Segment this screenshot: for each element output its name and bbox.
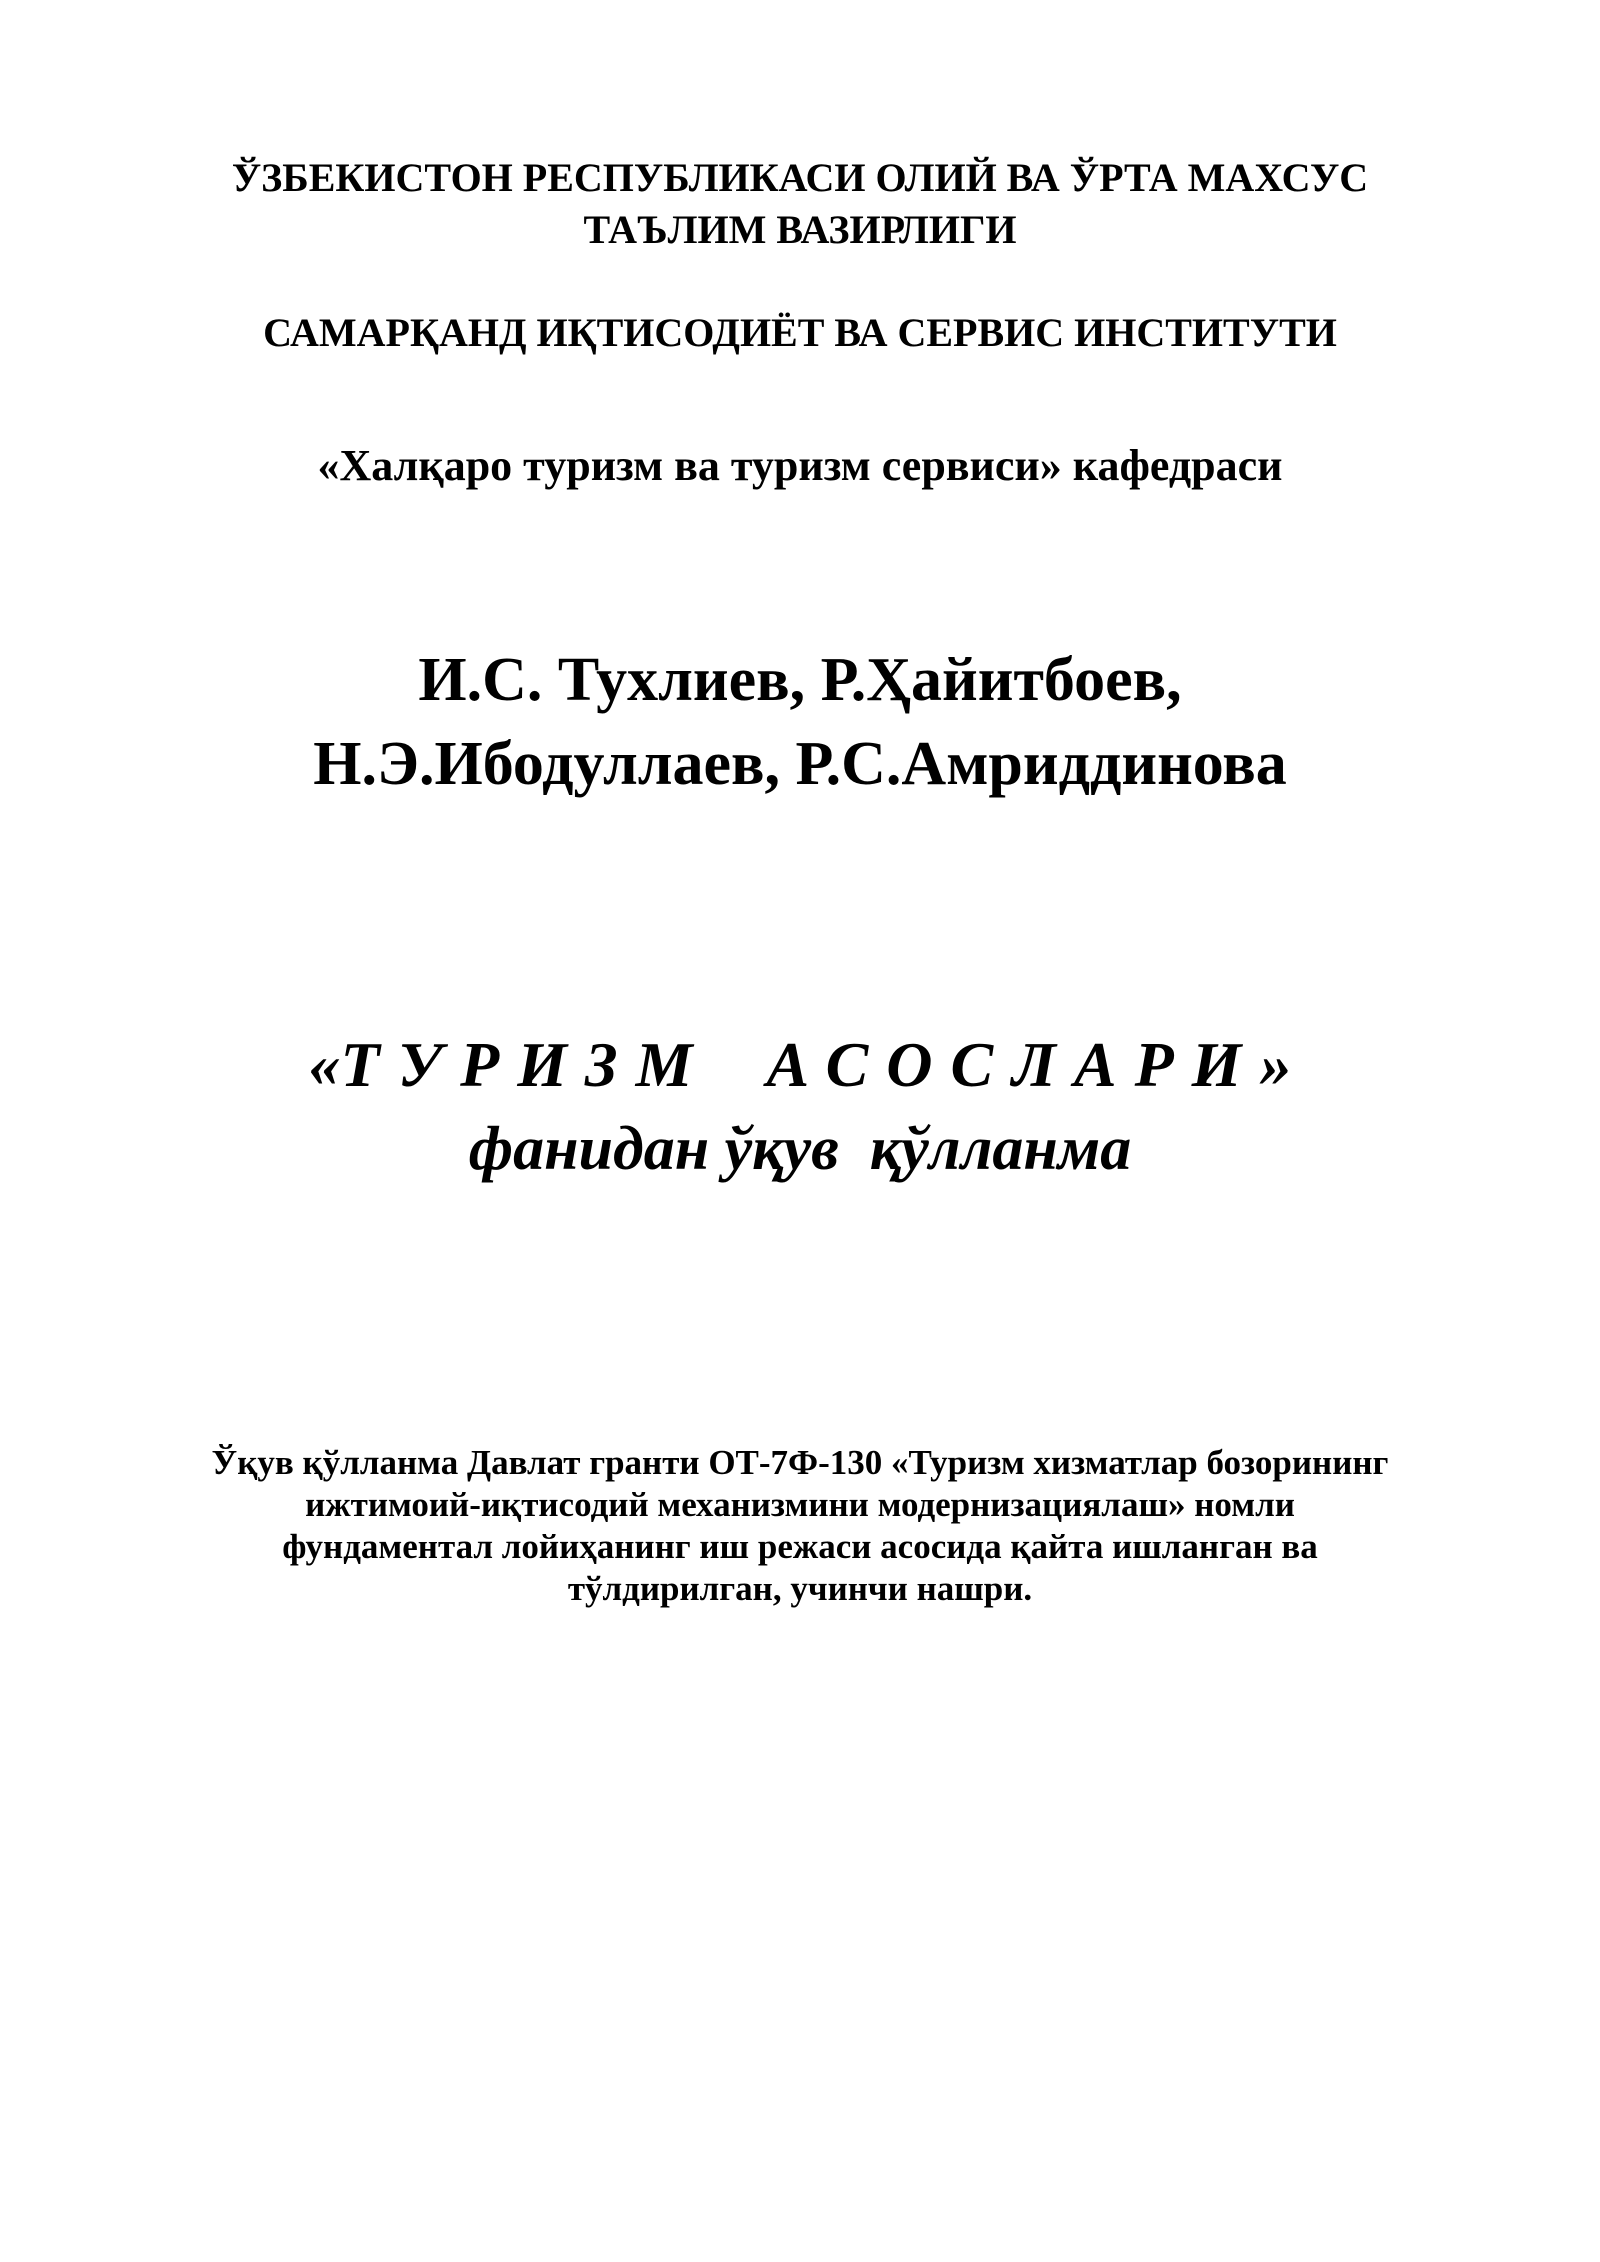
book-title bbox=[0, 1030, 1600, 1100]
note-line-3: фундаментал лойиҳанинг иш режаси асосида қайта ишланган ва bbox=[282, 1527, 1318, 1566]
department-heading: «Халқаро туризм ва туризм сервиси» кафедраси bbox=[317, 441, 1283, 490]
edition-note bbox=[150, 1442, 1450, 1610]
authors-line-2: Н.Э.Ибодуллаев, Р.С.Амриддинова bbox=[313, 730, 1287, 798]
ministry-line-1: ЎЗБЕКИСТОН РЕСПУБЛИКАСИ ОЛИЙ ВА ЎРТА МАХСУС bbox=[231, 155, 1369, 200]
title-open-quote: « bbox=[308, 1029, 341, 1100]
note-line-2: ижтимоий-иқтисодий механизмини модернизациялаш» номли bbox=[305, 1485, 1295, 1524]
title-close-quote: » bbox=[1259, 1029, 1292, 1100]
ministry-heading bbox=[0, 152, 1600, 256]
title-word-1: ТУРИЗМ bbox=[340, 1029, 711, 1100]
institute-heading: САМАРҚАНД ИҚТИСОДИЁТ ВА СЕРВИС ИНСТИТУТИ bbox=[263, 310, 1337, 355]
ministry-line-2: ТАЪЛИМ ВАЗИРЛИГИ bbox=[583, 207, 1017, 252]
book-subtitle: фанидан ўқув қўлланма bbox=[468, 1115, 1132, 1183]
authors-line-1: И.С. Тухлиев, Р.Ҳайитбоев, bbox=[418, 646, 1182, 714]
authors bbox=[0, 638, 1600, 806]
note-line-4: тўлдирилган, учинчи нашри. bbox=[567, 1569, 1033, 1608]
note-line-1: Ўқув қўлланма Давлат гранти ОТ-7Ф-130 «Туризм хизматлар бозорининг bbox=[211, 1443, 1389, 1482]
title-word-2: АСОСЛАРИ bbox=[766, 1029, 1260, 1100]
